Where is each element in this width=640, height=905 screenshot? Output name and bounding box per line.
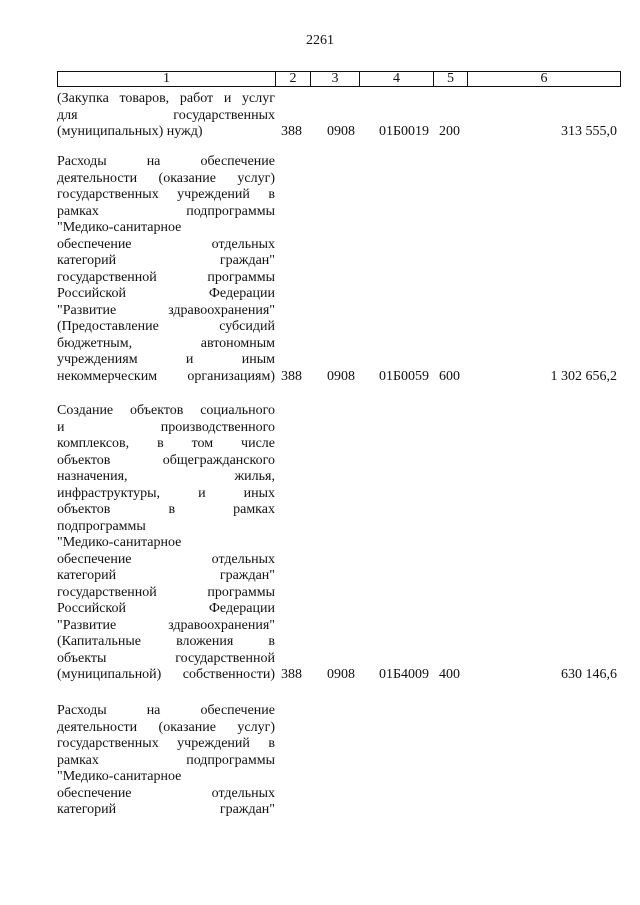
description-line: государственной программы <box>57 584 275 600</box>
description-line: Создание объектов социального <box>57 403 275 418</box>
cell-expense-type: 600 <box>439 369 460 384</box>
description-line: государственных учреждений в <box>57 736 275 751</box>
description-line: "Медико-санитарное <box>57 769 182 784</box>
description-line: назначения, жилья, <box>57 469 275 484</box>
cell-amount: 313 555,0 <box>561 124 617 139</box>
cell-expense-type: 200 <box>439 124 460 139</box>
description-line: Расходы на обеспечение <box>57 703 275 718</box>
description-line: комплексов, в том числе <box>57 436 275 451</box>
description-line: для государственных <box>57 107 275 123</box>
description-line: деятельности (оказание услуг) <box>57 719 275 735</box>
table-row <box>57 403 617 685</box>
page-number: 2261 <box>306 33 334 48</box>
description-line: обеспечение отдельных <box>57 551 275 567</box>
description-line: "Развитие здравоохранения" <box>57 617 275 633</box>
column-header-3: 3 <box>311 72 360 87</box>
row-description <box>57 403 275 684</box>
column-header-row <box>58 72 621 87</box>
cell-section: 0908 <box>327 124 355 139</box>
description-line: категорий граждан" <box>57 253 275 268</box>
description-line: "Развитие здравоохранения" <box>57 302 275 318</box>
cell-code: 388 <box>281 124 302 139</box>
description-line: и производственного <box>57 419 275 435</box>
description-line: обеспечение отдельных <box>57 236 275 252</box>
description-line: (Закупка товаров, работ и услуг <box>57 91 275 106</box>
description-line: государственной программы <box>57 269 275 285</box>
column-header-2: 2 <box>276 72 311 87</box>
cell-target: 01Б0019 <box>379 124 430 139</box>
cell-code: 388 <box>281 369 302 384</box>
description-line: Российской Федерации <box>57 601 275 616</box>
cell-section: 0908 <box>327 667 355 682</box>
cell-amount: 630 146,6 <box>561 667 617 682</box>
table-row <box>57 91 617 141</box>
column-header-table <box>57 71 621 87</box>
description-line: рамках подпрограммы <box>57 752 275 768</box>
cell-amount: 1 302 656,2 <box>550 369 617 384</box>
column-header-5: 5 <box>434 72 468 87</box>
description-line: подпрограммы <box>57 518 146 534</box>
column-header-1: 1 <box>58 72 276 87</box>
cell-expense-type: 400 <box>439 667 460 682</box>
description-line: обеспечение отдельных <box>57 785 275 801</box>
description-line: государственных учреждений в <box>57 187 275 202</box>
description-line: "Медико-санитарное <box>57 535 182 550</box>
description-line: учреждениям и иным <box>57 352 275 367</box>
description-line: (муниципальной) собственности) <box>57 667 275 682</box>
description-line: объектов в рамках <box>57 502 275 517</box>
description-line: объекты государственной <box>57 650 275 666</box>
row-description <box>57 91 275 141</box>
description-line: некоммерческим организациям) <box>57 368 275 384</box>
description-line: Российской Федерации <box>57 286 275 301</box>
column-header-6: 6 <box>468 72 621 87</box>
cell-code: 388 <box>281 667 302 682</box>
column-header-4: 4 <box>360 72 434 87</box>
description-line: объектов общегражданского <box>57 452 275 468</box>
cell-section: 0908 <box>327 369 355 384</box>
description-line: деятельности (оказание услуг) <box>57 170 275 186</box>
description-line: категорий граждан" <box>57 568 275 583</box>
description-line: (Капитальные вложения в <box>57 634 275 649</box>
description-line: рамках подпрограммы <box>57 203 275 219</box>
description-line: бюджетным, автономным <box>57 335 275 351</box>
description-line: Расходы на обеспечение <box>57 154 275 169</box>
cell-target: 01Б0059 <box>379 369 430 384</box>
description-line: "Медико-санитарное <box>57 220 182 235</box>
table-row <box>57 703 617 823</box>
row-description <box>57 703 275 819</box>
description-line: категорий граждан" <box>57 802 275 817</box>
description-line: (муниципальных) нужд) <box>57 124 203 139</box>
table-row <box>57 154 617 386</box>
cell-target: 01Б4009 <box>379 667 430 682</box>
description-line: инфраструктуры, и иных <box>57 485 275 501</box>
description-line: (Предоставление субсидий <box>57 319 275 334</box>
row-description <box>57 154 275 385</box>
